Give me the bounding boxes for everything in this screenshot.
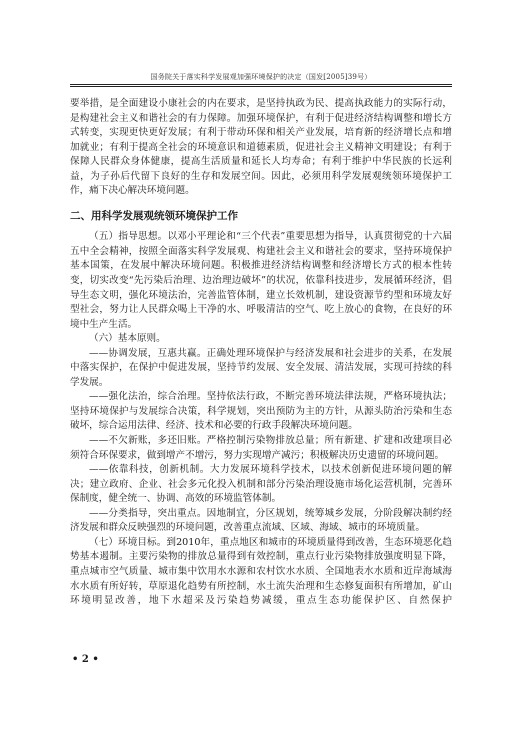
principle-coordinated-development: ——协调发展，互惠共赢。正确处理环境保护与经济发展和社会进步的关系，在发展中落实保护，在保护中促进发展，坚持节约发展、安全发展、清洁发展，实现可持续的科学发展。 <box>70 347 452 388</box>
document-body <box>70 97 452 609</box>
header-rule <box>70 84 452 85</box>
principle-classified-guidance: ——分类指导，突出重点。因地制宜，分区规划，统筹城乡发展，分阶段解决制约经济发展和群众反映强烈的环境问题，改善重点流域、区域、海域、城市的环境质量。 <box>70 507 452 534</box>
paragraph-basic-principles: （六）基本原则。 <box>89 333 166 345</box>
running-header: 国务院关于落实科学发展观加强环境保护的决定（国发[2005]39号） <box>150 73 372 81</box>
paragraph-environmental-goals: （七）环境目标。到2010年，重点地区和城市的环境质量得到改善，生态环境恶化趋势基本遏制。主要污染物的排放总量得到有效控制，重点行业污染物排放强度明显下降，重点城市空气质量、城市集中饮用水水源和农村饮水水质、全国地表水水质和近岸海域海水水质有所好转，草原退化趋势有所控制，水土流失治理和生态修复面积有所增加，矿山环境明显改善，地下水超采及污染趋势减缓，重点生态功能保护区、自然保护 <box>70 536 452 607</box>
page-number: • 2 • <box>72 654 99 665</box>
paragraph-guiding-ideology: （五）指导思想。以邓小平理论和“三个代表”重要思想为指导，认真贯彻党的十六届五中全会精神，按照全面落实科学发展观、构建社会主义和谐社会的要求，坚持环境保护基本国策，在发展中解决环境问题。积极推进经济结构调整和经济增长方式的根本性转变，切实改变“先污染后治理、边治理边破坏”的状况，依靠科技进步，发展循环经济，倡导生态文明，强化环境法治，完善监管体制，建立长效机制，建设资源节约型和环境友好型社会，努力让人民群众喝上干净的水、呼吸清洁的空气、吃上放心的食物，在良好的环境中生产生活。 <box>70 231 452 330</box>
section-heading: 二、用科学发展观统领环境保护工作 <box>70 209 238 222</box>
paragraph-intro-continuation: 要举措，是全面建设小康社会的内在要求，是坚持执政为民、提高执政能力的实际行动，是构建社会主义和谐社会的有力保障。加强环境保护，有利于促进经济结构调整和增长方式转变，实现更快更好发展；有利于带动环保和相关产业发展，培育新的经济增长点和增加就业；有利于提高全社会的环境意识和道德素质，促进社会主义精神文明建设；有利于保障人民群众身体健康，提高生活质量和延长人均寿命；有利于维护中华民族的长远利益，为子孙后代留下良好的生存和发展空间。因此，必须用科学发展观统领环境保护工作，痛下决心解决环境问题。 <box>70 98 452 197</box>
header-rule-thin <box>70 86 452 87</box>
principle-technology-innovation: ——依靠科技，创新机制。大力发展环境科学技术，以技术创新促进环境问题的解决；建立政府、企业、社会多元化投入机制和部分污染治理设施市场化运营机制，完善环保制度，健全统一、协调、高效的环境监管体制。 <box>70 464 452 505</box>
principle-no-new-debts: ——不欠新账，多还旧账。严格控制污染物排放总量；所有新建、扩建和改建项目必须符合环保要求，做到增产不增污，努力实现增产减污；积极解决历史遗留的环境问题。 <box>70 435 452 461</box>
principle-rule-of-law: ——强化法治，综合治理。坚持依法行政，不断完善环境法律法规，严格环境执法；坚持环境保护与发展综合决策，科学规划，突出预防为主的方针，从源头防治污染和生态破坏，综合运用法律、经济、技术和必要的行政手段解决环境问题。 <box>70 391 452 432</box>
